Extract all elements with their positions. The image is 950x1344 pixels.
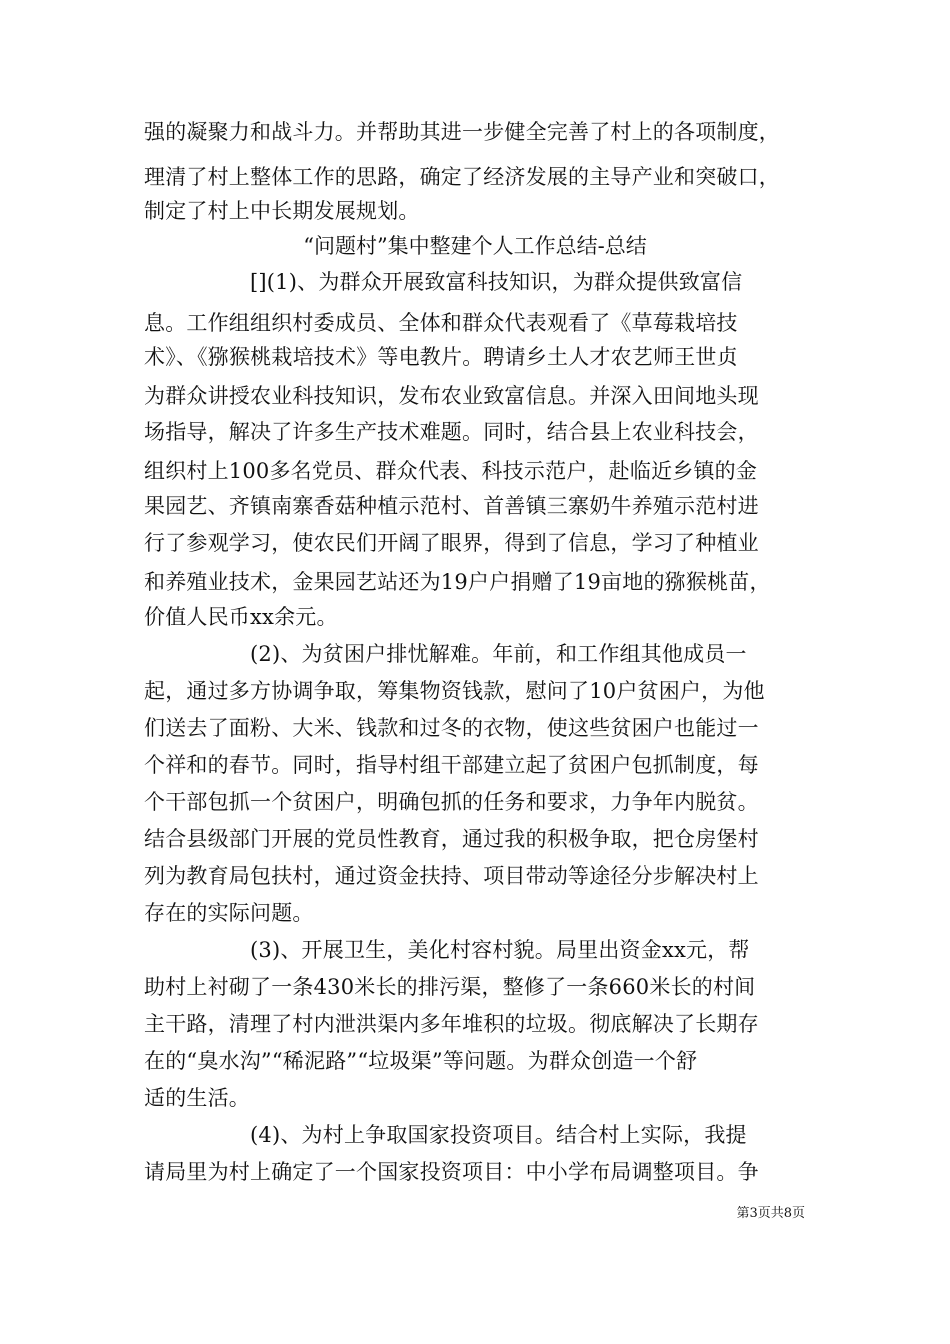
text-line: (3)、开展卫生，美化村容村貌。局里出资金xx元，帮 xyxy=(250,938,750,962)
text-line: 和养殖业技术，金果园艺站还为19户户捐赠了19亩地的猕猴桃苗， xyxy=(144,570,771,594)
text-line: 结合县级部门开展的党员性教育，通过我的积极争取，把仓房堡村 xyxy=(144,827,759,851)
text-line: 术》、《猕猴桃栽培技术》等电教片。聘请乡土人才农艺师王世贞 xyxy=(144,345,738,369)
text-line: [](1)、为群众开展致富科技知识，为群众提供致富信 xyxy=(250,270,743,294)
text-line: 组织村上100多名党员、群众代表、科技示范户，赴临近乡镇的金 xyxy=(144,459,758,483)
page-number-footer: 第3页共8页 xyxy=(736,1206,805,1221)
text-line: 存在的实际问题。 xyxy=(144,901,314,925)
text-line: 为群众讲授农业科技知识，发布农业致富信息。并深入田间地头现 xyxy=(144,384,759,408)
text-line: 们送去了面粉、大米、钱款和过冬的衣物，使这些贫困户也能过一 xyxy=(144,716,759,740)
text-line: 行了参观学习，使农民们开阔了眼界，得到了信息，学习了种植业 xyxy=(144,531,759,555)
text-line: 在的“臭水沟”“稀泥路”“垃圾渠”等问题。为群众创造一个舒 xyxy=(144,1049,698,1073)
text-line: (2)、为贫困户排忧解难。年前，和工作组其他成员一 xyxy=(250,642,747,666)
text-line: 助村上衬砌了一条430米长的排污渠，整修了一条660米长的村间 xyxy=(144,975,756,999)
text-line: 列为教育局包扶村，通过资金扶持、项目带动等途径分步解决村上 xyxy=(144,864,759,888)
text-line: 果园艺、齐镇南寨香菇种植示范村、首善镇三寨奶牛养殖示范村进 xyxy=(144,494,759,518)
text-line: 制定了村上中长期发展规划。 xyxy=(144,199,420,223)
text-line: 适的生活。 xyxy=(144,1086,250,1110)
text-line: 起，通过多方协调争取，筹集物资钱款，慰问了10户贫困户，为他 xyxy=(144,679,765,703)
text-line: 息。工作组组织村委成员、全体和群众代表观看了《草莓栽培技 xyxy=(144,311,738,335)
text-line: (4)、为村上争取国家投资项目。结合村上实际，我提 xyxy=(250,1123,747,1147)
section-title: “问题村”集中整建个人工作总结-总结 xyxy=(303,234,647,258)
text-line: 个干部包抓一个贫困户，明确包抓的任务和要求，力争年内脱贫。 xyxy=(144,790,759,814)
text-line: 场指导，解决了许多生产技术难题。同时，结合县上农业科技会， xyxy=(144,420,759,444)
text-line: 主干路，清理了村内泄洪渠内多年堆积的垃圾。彻底解决了长期存 xyxy=(144,1012,759,1036)
text-line: 价值人民币xx余元。 xyxy=(144,605,338,629)
text-line: 请局里为村上确定了一个国家投资项目：中小学布局调整项目。争 xyxy=(144,1160,759,1184)
text-line: 理清了村上整体工作的思路，确定了经济发展的主导产业和突破口， xyxy=(144,165,780,189)
text-line: 个祥和的春节。同时，指导村组干部建立起了贫困户包抓制度，每 xyxy=(144,753,759,777)
text-line: 强的凝聚力和战斗力。并帮助其进一步健全完善了村上的各项制度， xyxy=(144,120,780,144)
